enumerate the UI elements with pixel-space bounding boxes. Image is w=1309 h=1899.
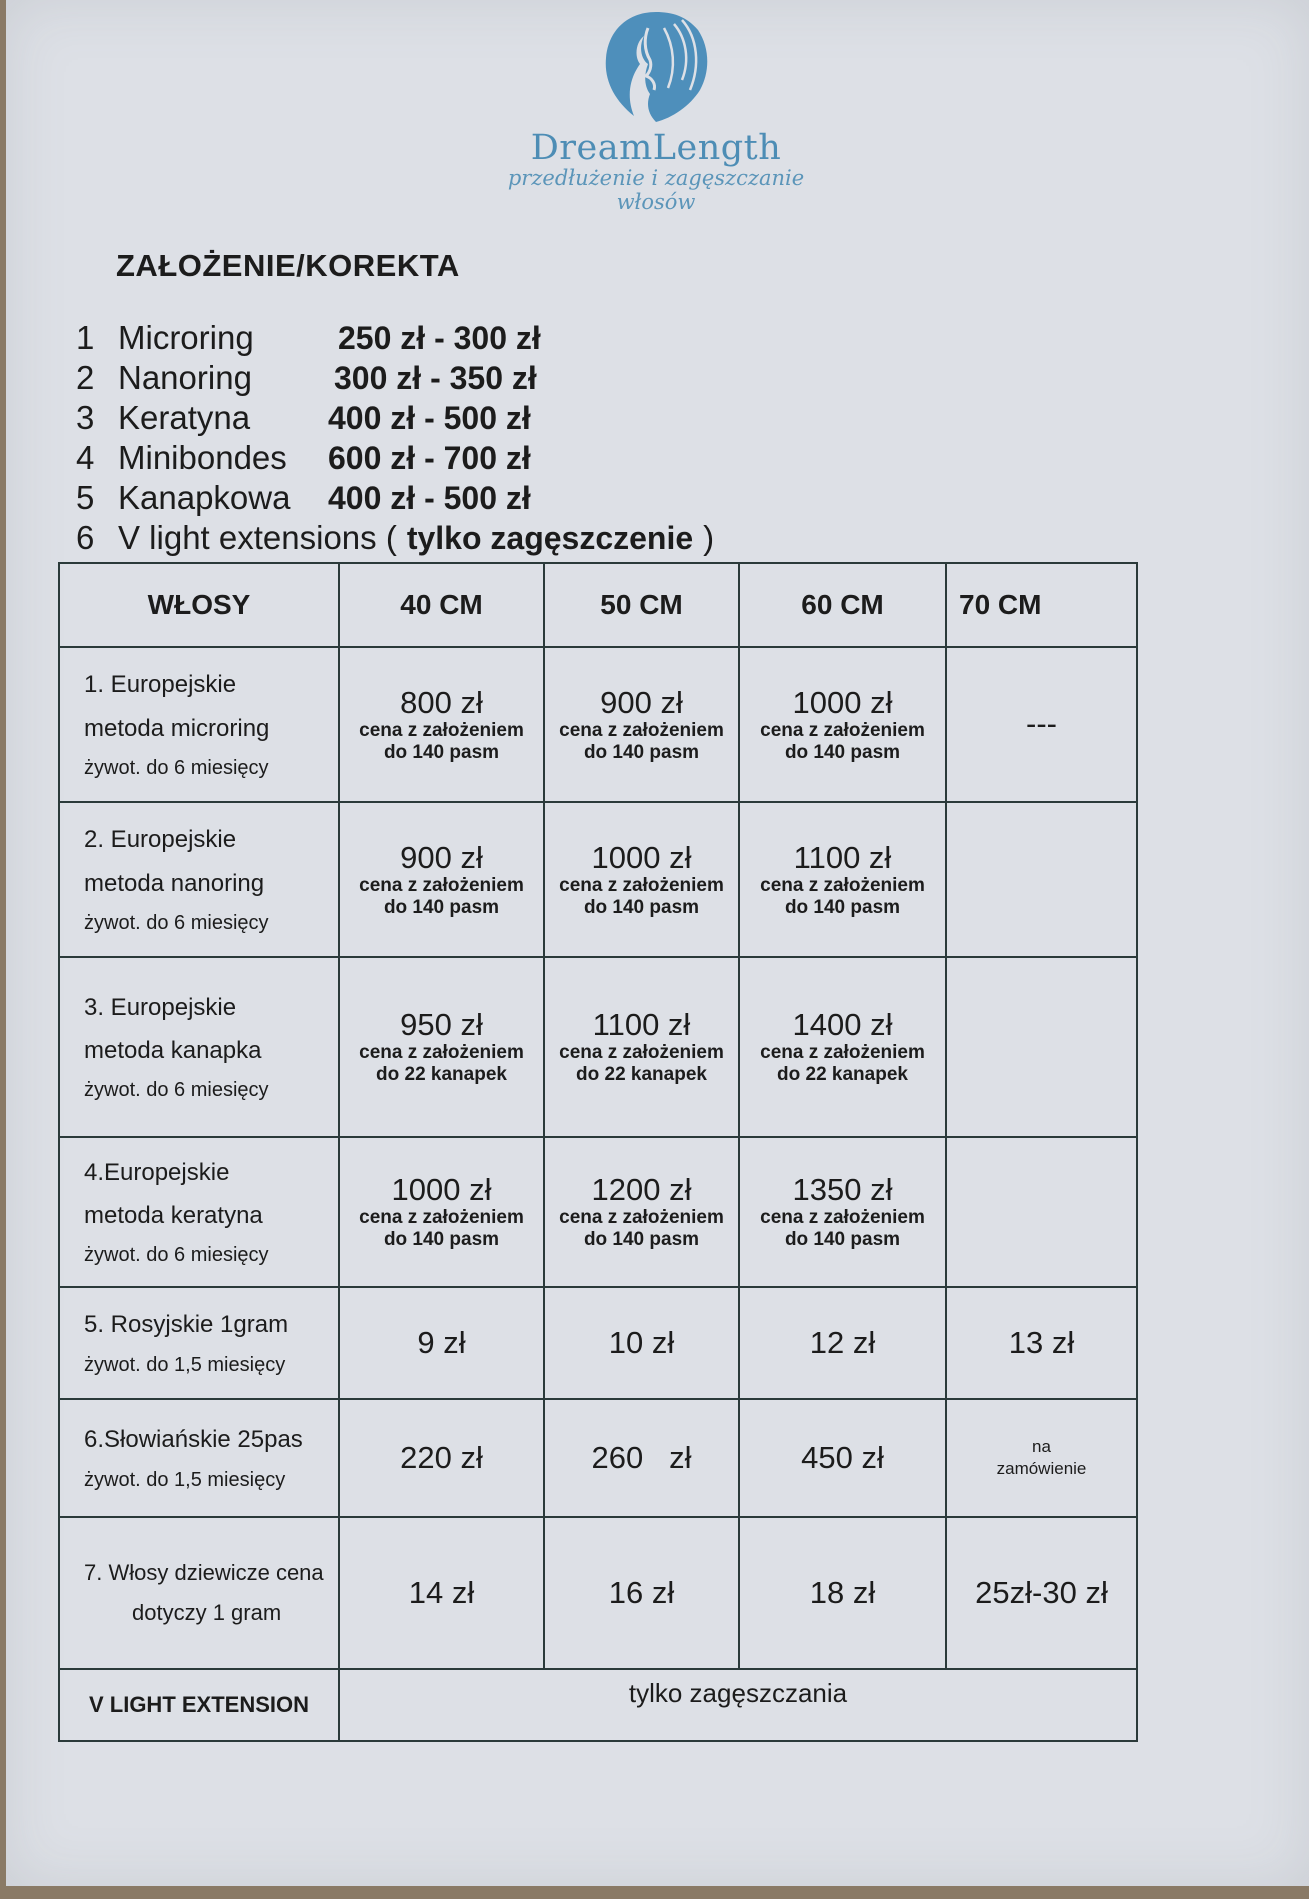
price-cell: 13 zł — [946, 1287, 1137, 1399]
price-amount: 1100 zł — [592, 1007, 691, 1043]
item-number: 2 — [76, 359, 95, 396]
price-note: do 140 pasm — [583, 1229, 700, 1251]
price-cell: 10 zł — [544, 1287, 739, 1399]
item-name: Keratyna — [118, 399, 251, 436]
item-number: 5 — [76, 479, 95, 516]
price-note: cena z założeniem — [559, 874, 724, 896]
item-price: 300 zł - 350 zł — [334, 359, 537, 396]
price-note: do 140 pasm — [383, 1229, 500, 1251]
row-label-sub: żywot. do 6 miesięcy — [84, 911, 269, 934]
item-number: 3 — [76, 399, 95, 436]
price-cell — [946, 1399, 1137, 1517]
table-row — [59, 802, 1137, 957]
table-row — [59, 1287, 1137, 1399]
price-cell: 260 zł — [544, 1399, 739, 1517]
price-cell — [339, 647, 544, 802]
row-label-sub: żywot. do 6 miesięcy — [84, 1079, 269, 1102]
row-label-sub: żywot. do 6 miesięcy — [84, 1244, 269, 1267]
price-cell: 9 zł — [339, 1287, 544, 1399]
row-label-line: metoda kanapka — [84, 1037, 262, 1064]
price-cell — [544, 802, 739, 957]
price-amount: 1350 zł — [792, 1172, 893, 1208]
item-number: 6 — [76, 519, 95, 556]
item-note: tylko zagęszczenie — [406, 519, 694, 556]
item-price: 250 zł - 300 zł — [338, 319, 541, 356]
item-price: 400 zł - 500 zł — [328, 479, 531, 516]
price-cell — [946, 802, 1137, 957]
row-label — [59, 1287, 339, 1399]
item-number: 4 — [76, 439, 95, 476]
column-header: WŁOSY — [59, 563, 339, 647]
price-cell: 18 zł — [739, 1517, 946, 1669]
row-label — [59, 957, 339, 1137]
row-label-sub: żywot. do 1,5 miesięcy — [84, 1468, 286, 1491]
price-note: cena z założeniem — [760, 1042, 925, 1064]
row-label-sub: żywot. do 1,5 miesięcy — [84, 1353, 286, 1376]
row-label — [59, 802, 339, 957]
price-cell: 16 zł — [544, 1517, 739, 1669]
row-label — [59, 1399, 339, 1517]
price-note: do 140 pasm — [583, 741, 700, 763]
item-name: Minibondes — [118, 439, 287, 476]
brand-name: DreamLength — [530, 128, 782, 168]
list-item — [76, 438, 714, 478]
row-label-line: 1. Europejskie — [84, 671, 237, 699]
column-header: 40 CM — [339, 563, 544, 647]
price-cell: 12 zł — [739, 1287, 946, 1399]
row-label-line: metoda nanoring — [84, 869, 265, 897]
item-name: Microring — [118, 319, 254, 356]
price-amount: 1000 zł — [391, 1172, 492, 1208]
list-item — [76, 358, 714, 398]
price-note: cena z założeniem — [359, 1207, 524, 1229]
item-close: ) — [703, 519, 715, 556]
price-cell: 220 zł — [339, 1399, 544, 1517]
price-note: do 140 pasm — [784, 1229, 901, 1251]
item-price: 600 zł - 700 zł — [328, 439, 531, 476]
price-note: do 22 kanapek — [777, 1064, 908, 1086]
price-cell — [339, 802, 544, 957]
price-cell — [339, 1137, 544, 1287]
list-item — [76, 518, 714, 558]
row-label-line: 4.Europejskie — [84, 1158, 230, 1186]
price-cell — [544, 957, 739, 1137]
row-label: V LIGHT EXTENSION — [59, 1669, 339, 1741]
price-note: cena z założeniem — [359, 1042, 524, 1064]
woman-hair-logo-icon — [586, 8, 726, 126]
price-cell — [946, 957, 1137, 1137]
price-note: cena z założeniem — [760, 719, 925, 741]
price-amount: 1200 zł — [591, 1172, 692, 1208]
price-cell — [739, 957, 946, 1137]
logo — [476, 8, 836, 213]
item-number: 1 — [76, 319, 95, 356]
column-header: 50 CM — [544, 563, 739, 647]
table-row — [59, 1399, 1137, 1517]
price-amount: 1100 zł — [793, 839, 892, 875]
price-cell — [544, 647, 739, 802]
item-name: V light extensions ( — [118, 519, 397, 556]
table-row — [59, 1669, 1137, 1741]
price-amount: --- — [1026, 706, 1057, 742]
row-label — [59, 1137, 339, 1287]
price-amount: 950 zł — [400, 1007, 483, 1043]
row-label-line: metoda microring — [84, 714, 270, 742]
price-note: cena z założeniem — [559, 719, 724, 741]
row-label-line: 5. Rosyjskie 1gram — [84, 1311, 289, 1339]
paper-sheet — [6, 0, 1309, 1886]
price-cell: 14 zł — [339, 1517, 544, 1669]
price-amount: 900 zł — [600, 684, 683, 720]
price-note: do 140 pasm — [784, 896, 901, 918]
row-label — [59, 647, 339, 802]
price-note: cena z założeniem — [359, 719, 524, 741]
item-price: 400 zł - 500 zł — [328, 399, 531, 436]
table-row — [59, 957, 1137, 1137]
price-amount: 800 zł — [400, 684, 483, 720]
list-item — [76, 478, 714, 518]
price-note: do 22 kanapek — [576, 1064, 707, 1086]
table-row — [59, 1137, 1137, 1287]
price-cell — [946, 647, 1137, 802]
price-table — [58, 562, 1138, 1742]
table-row — [59, 647, 1137, 802]
price-cell — [739, 647, 946, 802]
price-cell — [739, 1137, 946, 1287]
merged-cell: tylko zagęszczania — [339, 1669, 1137, 1741]
price-note: cena z założeniem — [760, 1207, 925, 1229]
price-cell: 25zł-30 zł — [946, 1517, 1137, 1669]
price-note: do 140 pasm — [583, 896, 700, 918]
section-title: ZAŁOŻENIE/KOREKTA — [116, 248, 460, 283]
price-cell — [544, 1137, 739, 1287]
list-item — [76, 398, 714, 438]
price-cell: 450 zł — [739, 1399, 946, 1517]
column-header: 70 CM — [946, 563, 1137, 647]
price-cell — [339, 957, 544, 1137]
price-cell — [946, 1137, 1137, 1287]
method-list — [76, 318, 714, 558]
row-label-line: 7. Włosy dziewicze cena — [84, 1560, 324, 1586]
item-name: Kanapkowa — [118, 479, 291, 516]
list-item — [76, 318, 714, 358]
price-amount: 900 zł — [400, 839, 483, 875]
price-note: cena z założeniem — [760, 874, 925, 896]
price-cell — [739, 802, 946, 957]
row-label-line: 3. Europejskie — [84, 993, 237, 1021]
price-amount: 1000 zł — [591, 839, 692, 875]
price-note: zamówienie — [996, 1459, 1087, 1478]
price-note: do 140 pasm — [784, 741, 901, 763]
item-name: Nanoring — [118, 359, 252, 396]
price-note: do 140 pasm — [383, 741, 500, 763]
table-header-row — [59, 563, 1137, 647]
price-note: na — [1032, 1436, 1051, 1456]
column-header: 60 CM — [739, 563, 946, 647]
price-note: do 22 kanapek — [376, 1064, 507, 1086]
row-label-line: dotyczy 1 gram — [132, 1600, 282, 1625]
table-row — [59, 1517, 1137, 1669]
price-amount: 1400 zł — [792, 1007, 893, 1043]
price-note: cena z założeniem — [559, 1042, 724, 1064]
price-note: cena z założeniem — [559, 1207, 724, 1229]
row-label-line: metoda keratyna — [84, 1202, 263, 1229]
row-label — [59, 1517, 339, 1669]
price-note: do 140 pasm — [383, 896, 500, 918]
brand-tagline: przedłużenie i zagęszczanie włosów — [507, 166, 805, 214]
row-label-line: 6.Słowiańskie 25pas — [84, 1426, 303, 1454]
row-label-line: 2. Europejskie — [84, 826, 237, 854]
row-label-sub: żywot. do 6 miesięcy — [84, 756, 269, 779]
price-note: cena z założeniem — [359, 874, 524, 896]
price-amount: 1000 zł — [792, 684, 893, 720]
